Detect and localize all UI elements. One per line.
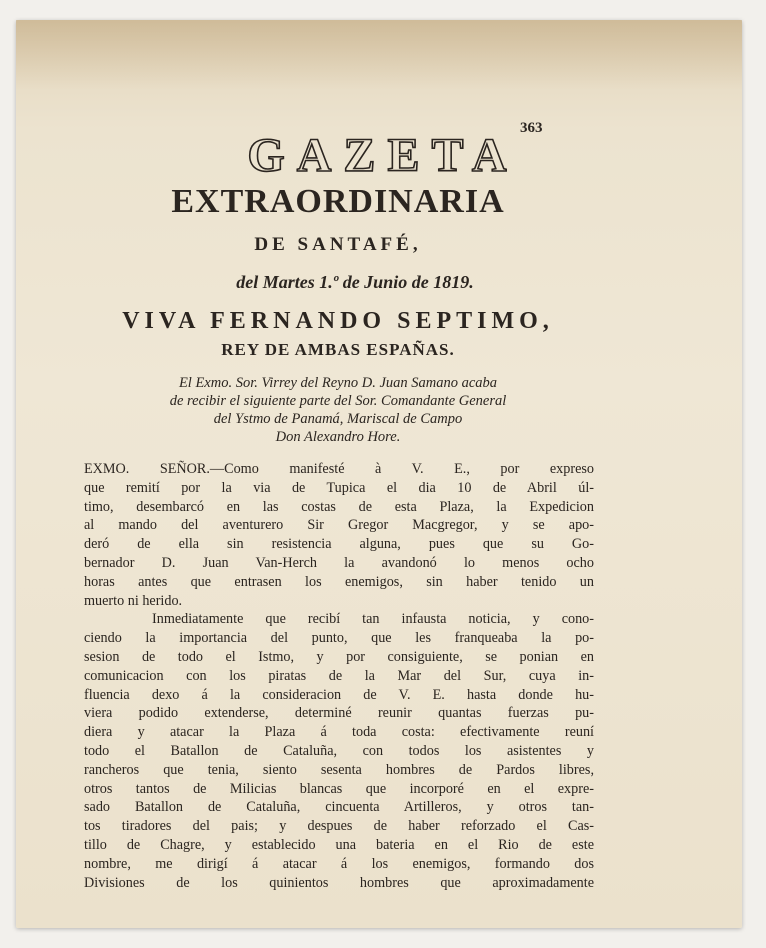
body-line: todo el Batallon de Cataluña, con todos los asistentes y <box>84 742 594 759</box>
body-line: bernador D. Juan Van-Herch la avandonó lo menos ocho <box>84 554 594 571</box>
body-line: que remití por la via de Tupica el dia 10 de Abril úl- <box>84 479 594 496</box>
body-line: sesion de todo el Istmo, y por consiguiente, se ponian en <box>84 648 594 665</box>
body-line: Divisiones de los quinientos hombres que aproximadamente <box>84 874 594 891</box>
body-line: fluencia dexo á la consideracion de V. E. hasta donde hu- <box>84 686 594 703</box>
body-line: comunicacion con los piratas de la Mar del Sur, cuya in- <box>84 667 594 684</box>
body-line: viera podido extenderse, determiné reunir quantas fuerzas pu- <box>84 705 594 722</box>
body-line: al mando del aventurero Sir Gregor Macgregor, y se apo- <box>84 517 594 534</box>
body-line: deró de ella sin resistencia alguna, pues que su Go- <box>84 536 594 553</box>
intro-line: Don Alexandro Hore. <box>275 429 401 445</box>
intro-line: de recibir el siguiente parte del Sor. Comandante General <box>169 393 507 409</box>
body-line: rancheros que tenia, siento sesenta hombres de Pardos libres, <box>84 761 594 778</box>
body-line: nombre, me dirigí á atacar á los enemigos, formando dos <box>84 855 594 872</box>
body-line: sado Batallon de Cataluña, cincuenta Artilleros, y otros tan- <box>84 799 594 816</box>
page-number: 363 <box>520 120 543 136</box>
masthead-subtitle: EXTRAORDINARIA <box>171 183 505 220</box>
body-line: Inmediatamente que recibí tan infausta noticia, y cono- <box>152 611 594 628</box>
rey-heading: REY DE AMBAS ESPAÑAS. <box>221 340 455 359</box>
intro-line: El Exmo. Sor. Virrey del Reyno D. Juan Samano acaba <box>178 375 498 391</box>
issue-date: del Martes 1.º de Junio de 1819. <box>236 272 474 292</box>
masthead-place: DE SANTAFÉ, <box>254 234 422 255</box>
body-text <box>84 460 594 892</box>
body-line: muerto ni herido. <box>84 592 183 609</box>
body-line: diera y atacar la Plaza á toda costa: efectivamente reuní <box>84 724 594 741</box>
intro-line: del Ystmo de Panamá, Mariscal de Campo <box>213 411 463 427</box>
body-line: horas antes que entrasen los enemigos, sin haber tenido un <box>84 573 594 590</box>
masthead-title: GAZETA <box>247 129 519 182</box>
body-line: otros tantos de Milicias blancas que incorporé en el expre- <box>84 780 594 797</box>
body-line: EXMO. SEÑOR.—Como manifesté à V. E., por expreso <box>84 461 594 477</box>
body-line: tos tiradores del pais; y despues de haber reforzado el Cas- <box>84 818 594 835</box>
body-line: ciendo la importancia del punto, que les franqueaba la po- <box>84 630 594 647</box>
body-line: timo, desembarcó en las costas de esta Plaza, la Expedicion <box>84 498 594 515</box>
intro-paragraph <box>80 374 596 446</box>
viva-heading: VIVA FERNANDO SEPTIMO, <box>122 308 554 334</box>
body-line: tillo de Chagre, y establecido una bateria en el Rio de este <box>84 836 594 853</box>
